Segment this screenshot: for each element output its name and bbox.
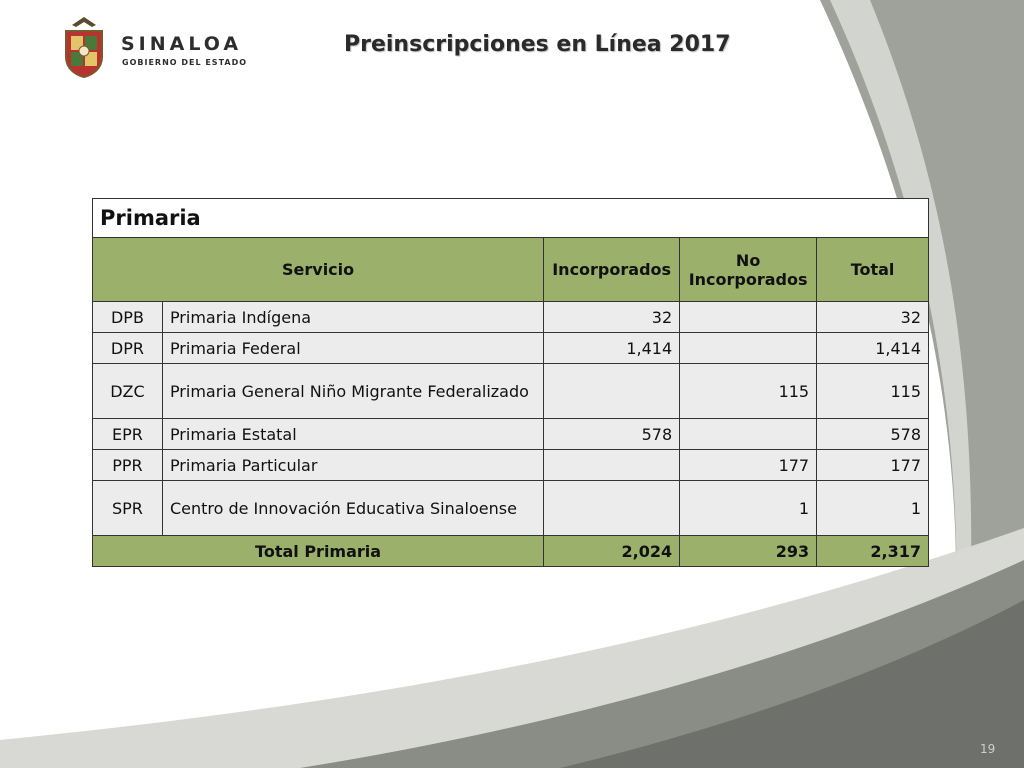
row-total: 115 (817, 364, 929, 419)
row-name: Primaria Particular (162, 450, 543, 481)
total-label: Total Primaria (93, 536, 544, 567)
row-no-incorporados: 177 (680, 450, 817, 481)
row-code: SPR (93, 481, 163, 536)
primaria-table (92, 198, 929, 567)
row-no-incorporados (680, 419, 817, 450)
row-no-incorporados (680, 302, 817, 333)
brand-name: SINALOA (121, 33, 243, 55)
row-total: 1 (817, 481, 929, 536)
table-caption-row (93, 199, 929, 238)
row-total: 32 (817, 302, 929, 333)
row-name: Primaria Indígena (162, 302, 543, 333)
row-total: 578 (817, 419, 929, 450)
sinaloa-coat-of-arms-logo (62, 15, 106, 79)
table-row (93, 364, 929, 419)
column-header-no-incorporados: No Incorporados (680, 238, 817, 302)
table-row (93, 333, 929, 364)
column-header-servicio: Servicio (93, 238, 544, 302)
row-incorporados: 1,414 (544, 333, 680, 364)
row-name: Primaria Federal (162, 333, 543, 364)
row-no-incorporados (680, 333, 817, 364)
row-incorporados (544, 364, 680, 419)
table-header-row (93, 238, 929, 302)
row-incorporados (544, 481, 680, 536)
row-total: 177 (817, 450, 929, 481)
row-name: Primaria Estatal (162, 419, 543, 450)
column-header-incorporados: Incorporados (544, 238, 680, 302)
row-code: DPR (93, 333, 163, 364)
row-code: PPR (93, 450, 163, 481)
row-no-incorporados: 1 (680, 481, 817, 536)
column-header-total: Total (817, 238, 929, 302)
table-row (93, 419, 929, 450)
row-total: 1,414 (817, 333, 929, 364)
row-name: Centro de Innovación Educativa Sinaloense (162, 481, 543, 536)
total-incorporados: 2,024 (544, 536, 680, 567)
row-no-incorporados: 115 (680, 364, 817, 419)
row-incorporados: 32 (544, 302, 680, 333)
row-name: Primaria General Niño Migrante Federalizado (162, 364, 543, 419)
total-no-incorporados: 293 (680, 536, 817, 567)
total-total: 2,317 (817, 536, 929, 567)
table-caption: Primaria (93, 199, 929, 238)
page-title: Preinscripciones en Línea 2017 (344, 32, 731, 57)
total-row (93, 536, 929, 567)
table-row (93, 302, 929, 333)
page-number: 19 (980, 742, 996, 756)
row-code: EPR (93, 419, 163, 450)
row-incorporados: 578 (544, 419, 680, 450)
brand-subtitle: GOBIERNO DEL ESTADO (122, 58, 248, 67)
row-code: DZC (93, 364, 163, 419)
row-code: DPB (93, 302, 163, 333)
row-incorporados (544, 450, 680, 481)
table-row (93, 450, 929, 481)
table-row (93, 481, 929, 536)
